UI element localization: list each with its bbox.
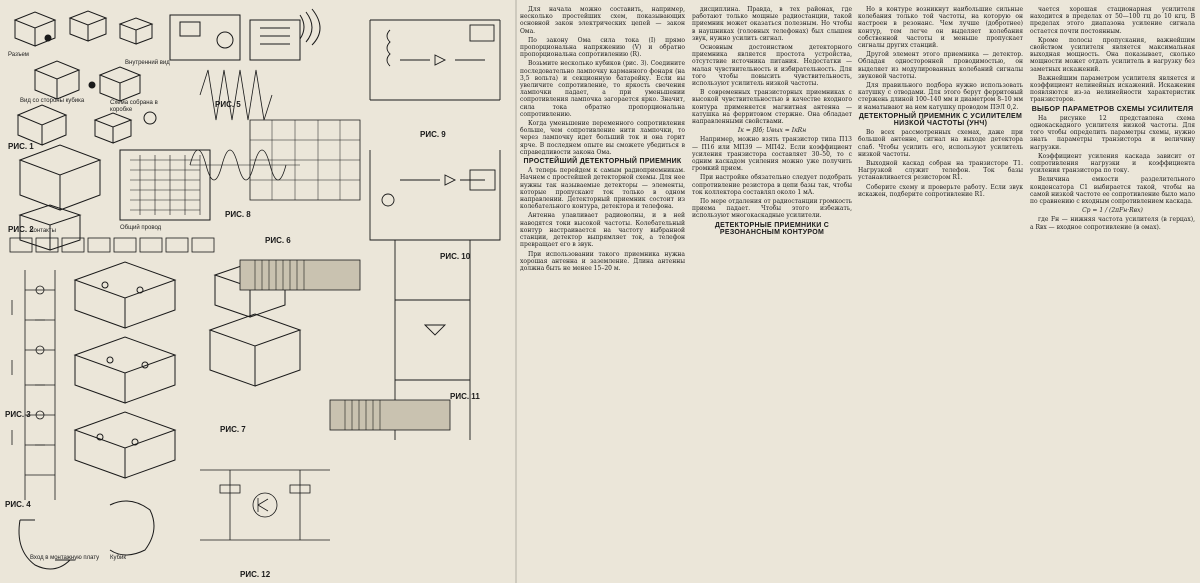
fig2-note-1: Контакты	[30, 228, 56, 234]
fig4-label: РИС. 4	[5, 500, 31, 509]
paragraph: Кроме полосы пропускания, важнейшим свойством усилителя является максимальная выходная мощность. Она показывает, сколько мощности может отдать усилитель в нагрузку без заметных искажений.	[1030, 36, 1195, 73]
paragraph: Например, можно взять транзистор типа П13 — П16 или МП39 — МП42. Если коэффициент усиления транзистора составляет 30–50, то с одним каскадом усиления можно уже получить громкий прием.	[692, 136, 852, 173]
fig1-label: РИС. 1	[8, 142, 34, 151]
section-heading: ДЕТЕКТОРНЫЙ ПРИЕМНИК С УСИЛИТЕЛЕМ НИЗКОЙ ЧАСТОТЫ (УНЧ)	[858, 112, 1023, 128]
fig8-label: РИС. 8	[225, 210, 251, 219]
fig2-label: РИС. 2	[8, 225, 34, 234]
fig11-label: РИС. 11	[450, 392, 480, 401]
text-column-4	[1030, 6, 1195, 581]
paragraph: Для начала можно составить, например, несколько простейших схем, показывающих основной закон электрических цепей — закон Ома.	[520, 6, 685, 35]
paragraph: Коэффициент усиления каскада зависит от сопротивления нагрузки и коэффициента усиления транзистора по току.	[1030, 152, 1195, 175]
formula: Iк = βIб; Uвых = IкRн	[737, 127, 807, 135]
fig5-label: РИС. 5	[215, 100, 241, 109]
paragraph: Выходной каскад собран на транзисторе Т1. Нагрузкой служит телефон. Ток базы устанавливается резистором R1.	[858, 160, 1023, 182]
fig3-label: РИС. 3	[5, 410, 31, 419]
paragraph: На рисунке 12 представлена схема однокаскадного усилителя низкой частоты. Для того чтобы определить параметры схемы, нужно знать параметры транзистора и величину нагрузки.	[1030, 114, 1195, 151]
section-heading: ВЫБОР ПАРАМЕТРОВ СХЕМЫ УСИЛИТЕЛЯ	[1031, 105, 1194, 113]
paragraph: Но в контуре возникнут наибольшие сильные колебания только той частоты, на которую он настроен в резонанс. Чем лучше (добротнее) контур, тем легче он выделяет колебания собственной частоты и меньше пропускает сигналы других станций.	[858, 6, 1023, 50]
fig10-label: РИС. 10	[440, 252, 471, 261]
paragraph: Основным достоинством детекторного приемника является простота устройства, отсутствие источника питания. Недостатки — малая чувствительность и избирательность. Для того чтобы повысить чувствительность, используют усилитель низкой частоты.	[692, 44, 852, 88]
paragraph: где Fн — нижняя частота усилителя (в герцах), а Rвх — входное сопротивление (в омах).	[1030, 216, 1195, 231]
text-column-3	[858, 6, 1023, 581]
paragraph: чается хорошая стационарная усилителя находится в пределах от 50—100 гц до 10 кгц. В пределах этого диапазона усиление сигнала остается почти постоянным.	[1030, 6, 1195, 35]
formula: Cр = 1 / (2πFн·Rвх)	[1082, 207, 1143, 215]
paragraph: дисциплина. Правда, в тех районах, где работают только мощные радиостанции, такой приемник может оказаться полезным. Но чтобы в наушниках (головных телефонах) был слышен звук, нужно усилить сигнал.	[692, 6, 852, 42]
fig1-note-2: Разъем	[8, 52, 29, 58]
fig7-label: РИС. 7	[220, 425, 246, 434]
paragraph: Когда уменьшение переменного сопротивления больше, чем сопротивление нити лампочки, то через лампочку идет больший ток и она горит ярче. В последнем опыте вы сможете убедиться в справедливости закона Ома.	[520, 120, 685, 156]
paragraph: Соберите схему и проверьте работу. Если звук искажен, подберите сопротивление R1.	[858, 183, 1023, 198]
paragraph: Антенна улавливает радиоволны, и в ней наводятся токи высокой частоты. Колебательный контур настраивается на частоту выбранной станции, детектор выпрямляет ток, а телефон превращает его в звук.	[520, 212, 685, 249]
fig5-note-1: Вход в монтажную плату	[30, 555, 100, 561]
paragraph: В современных транзисторных приемниках с высокой чувствительностью в качестве входного контура применяется магнитная антенна — катушка на ферритовом стержне. Она обладает направленными свойствами.	[692, 89, 852, 126]
paragraph: Важнейшим параметром усилителя является и коэффициент нелинейных искажений. Искажения появляются из-за нелинейности характеристик транзисторов.	[1030, 74, 1195, 104]
fig1-note-1: Схема собрана в коробке	[110, 100, 158, 113]
paragraph: Во всех рассмотренных схемах, даже при большой антенне, сигнал на выходе детектора слаб. Чтобы усилить его, используют усилитель низкой частоты.	[858, 129, 1023, 158]
section-heading: ДЕТЕКТОРНЫЕ ПРИЕМНИКИ С РЕЗОНАНСНЫМ КОНТУРОМ	[714, 221, 830, 236]
paragraph: По мере отдаления от радиостанции громкость приема падает. Чтобы этого избежать, используют многокаскадные усилители.	[692, 198, 852, 220]
section-heading: ПРОСТЕЙШИЙ ДЕТЕКТОРНЫЙ ПРИЕМНИК	[523, 158, 682, 166]
fig1-cubes	[15, 11, 156, 145]
paragraph: Возьмите несколько кубиков (рис. 3). Соедините последовательно лампочку карманного фонаря (на 3,5 вольта) и секционную батарейку. Если вы увеличите сопротивление, то яркость свечения лампочки падает, а при уменьшении сопротивления лампочка загорается ярко. Значит, сила тока обратно пропорциональна сопротивлению.	[520, 60, 685, 118]
paragraph: Величина емкости разделительного конденсатора C1 выбирается такой, чтобы на самой низкой частоте ее сопротивление было мало по сравнению с входным сопротивлением каскада.	[1030, 176, 1195, 206]
figures-panel	[0, 0, 515, 583]
fig5-note-2: Кубик	[110, 555, 126, 561]
fig1-note-4: Вид со стороны кубика	[20, 98, 85, 104]
fig6-label: РИС. 6	[265, 236, 291, 245]
paragraph: А теперь перейдем к самым радиоприемникам. Начнем с простейшей детекторной схемы. Для нее нужны так называемые детекторы — элементы, которые пропускают ток только в одном направлении. Детекторный приемник состоит из колебательного контура, детектора и телефона.	[520, 167, 685, 211]
paragraph: При использовании такого приемника нужна хорошая антенна и заземление. Длина антенны должна быть не менее 15–20 м.	[520, 250, 685, 272]
paragraph: По закону Ома сила тока (I) прямо пропорциональна напряжению (V) и обратно пропорциональна сопротивлению (R).	[520, 36, 685, 59]
fig2-note-2: Общий провод	[120, 225, 162, 231]
paragraph: При настройке обязательно следует подобрать сопротивление резистора в цепи базы так, чтобы ток коллектора составлял около 1 мА.	[692, 174, 852, 196]
paragraph: Другой элемент этого приемника — детектор. Обладая односторонней проводимостью, он выделяет из модулированных колебаний сигналы звуковой частоты.	[858, 51, 1023, 80]
text-column-2	[692, 6, 852, 581]
fig1-note-3: Внутренний вид	[125, 60, 170, 66]
text-column-1	[520, 6, 685, 581]
fig9-label: РИС. 9	[420, 130, 446, 139]
fig12-label: РИС. 12	[240, 570, 271, 579]
page-fold	[515, 0, 517, 583]
paragraph: Для правильного подбора нужно использовать катушку с отводами. Для этого берут ферритовый стержень длиной 100–140 мм и диаметром 8–10 мм и наматывают на нем катушку проводом ПЭЛ 0,2.	[858, 82, 1023, 111]
